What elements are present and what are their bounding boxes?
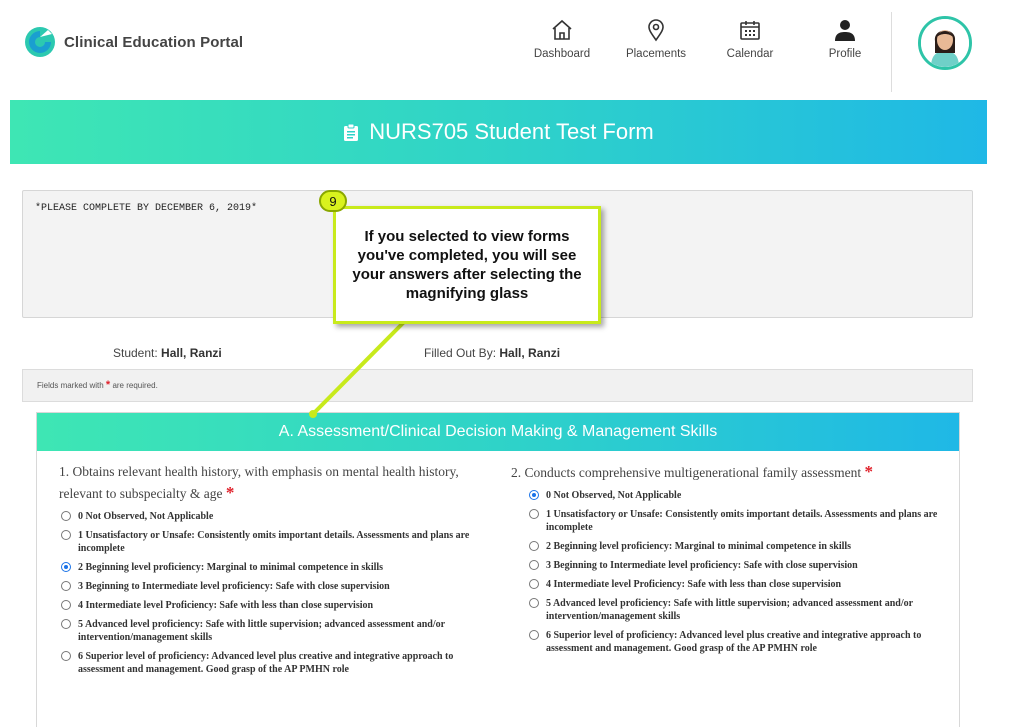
calendar-icon [738, 18, 762, 42]
radio-option[interactable] [529, 578, 951, 591]
radio-button[interactable] [61, 651, 71, 661]
radio-option[interactable] [529, 559, 951, 572]
radio-button[interactable] [529, 630, 539, 640]
tutorial-callout [333, 206, 601, 324]
filled-out-label: Filled Out By: [424, 346, 497, 360]
required-suffix: are required. [112, 381, 158, 390]
portal-logo-icon [24, 26, 56, 58]
filled-out-name: Hall, Ranzi [499, 346, 561, 360]
radio-option[interactable] [529, 508, 951, 534]
radio-label: 4 Intermediate level Proficiency: Safe with less than close supervision [546, 579, 842, 590]
radio-option[interactable] [529, 540, 951, 553]
nav-dashboard-label: Dashboard [533, 48, 591, 60]
radio-label: 0 Not Observed, Not Applicable [546, 490, 682, 501]
radio-label: 2 Beginning level proficiency: Marginal to minimal competence in skills [78, 562, 384, 573]
user-avatar[interactable] [918, 16, 972, 70]
radio-label: 2 Beginning level proficiency: Marginal to minimal competence in skills [546, 541, 852, 552]
instructions-text: *PLEASE COMPLETE BY DECEMBER 6, 2019* [35, 203, 258, 214]
nav-placements-label: Placements [625, 48, 687, 60]
radio-label: 4 Intermediate level Proficiency: Safe with less than close supervision [78, 600, 374, 611]
person-icon [833, 18, 857, 42]
radio-option[interactable] [529, 489, 951, 502]
nav-calendar[interactable] [705, 18, 795, 60]
radio-option[interactable] [61, 529, 499, 555]
radio-label: 1 Unsatisfactory or Unsafe: Consistently omits important details. Assessments and plans are incomplete [546, 509, 938, 533]
user-photo-icon [921, 19, 969, 67]
radio-option[interactable] [61, 561, 499, 574]
radio-button[interactable] [61, 600, 71, 610]
radio-button[interactable] [529, 579, 539, 589]
radio-label: 5 Advanced level proficiency: Safe with little supervision; advanced assessment and/or intervention/management skills [546, 598, 913, 622]
question-2 [511, 461, 951, 655]
required-asterisk: * [225, 483, 235, 502]
brand-name: Clinical Education Portal [64, 33, 244, 51]
page-title: NURS705 Student Test Form [369, 119, 654, 144]
radio-label: 1 Unsatisfactory or Unsafe: Consistently omits important details. Assessments and plans are incomplete [78, 530, 470, 554]
question-2-options [511, 489, 951, 655]
section-title: A. Assessment/Clinical Decision Making & Management Skills [37, 413, 959, 451]
radio-option[interactable] [61, 650, 499, 676]
nav-calendar-label: Calendar [726, 48, 774, 60]
nav-dashboard[interactable] [517, 18, 607, 60]
nav-profile[interactable] [800, 18, 890, 60]
nav-profile-label: Profile [828, 48, 862, 60]
radio-button-selected[interactable] [61, 562, 71, 572]
radio-label: 6 Superior level of proficiency: Advanced level plus creative and integrative approach to assessment and management. Good grasp of the AP PMHN role [78, 651, 454, 675]
required-fields-note [22, 369, 973, 402]
radio-button[interactable] [61, 581, 71, 591]
radio-button[interactable] [529, 560, 539, 570]
radio-option[interactable] [529, 597, 951, 623]
radio-label: 3 Beginning to Intermediate level proficiency: Safe with close supervision [546, 560, 858, 571]
form-title-banner [10, 100, 987, 164]
radio-option[interactable] [61, 580, 499, 593]
radio-option[interactable] [61, 510, 499, 523]
section-assessment [36, 412, 960, 727]
question-1-options [59, 510, 499, 676]
radio-label: 5 Advanced level proficiency: Safe with little supervision; advanced assessment and/or intervention/management skills [78, 619, 445, 643]
brand-logo-link[interactable] [24, 26, 243, 58]
question-1-text: 1. Obtains relevant health history, with emphasis on mental health history, relevant to subspecialty & age [59, 464, 459, 501]
nav-placements[interactable] [611, 18, 701, 60]
home-icon [550, 18, 574, 42]
radio-option[interactable] [61, 618, 499, 644]
callout-step-badge: 9 [319, 190, 347, 212]
question-1 [59, 461, 499, 676]
student-label: Student: [113, 346, 158, 360]
nav-divider [891, 12, 892, 92]
question-2-text: 2. Conducts comprehensive multigenerational family assessment [511, 465, 862, 480]
filled-out-info [424, 346, 560, 360]
callout-text: If you selected to view forms you've completed, you will see your answers after selecting the magnifying glass [352, 228, 582, 302]
radio-button[interactable] [61, 530, 71, 540]
map-pin-icon [644, 18, 668, 42]
student-name: Hall, Ranzi [161, 346, 222, 360]
top-header [0, 0, 1024, 96]
radio-button-selected[interactable] [529, 490, 539, 500]
radio-label: 0 Not Observed, Not Applicable [78, 511, 214, 522]
required-asterisk: * [864, 462, 874, 481]
radio-button[interactable] [61, 511, 71, 521]
question-2-title [511, 461, 951, 483]
required-prefix: Fields marked with [37, 381, 104, 390]
required-asterisk: * [105, 379, 111, 391]
radio-option[interactable] [529, 629, 951, 655]
radio-label: 6 Superior level of proficiency: Advanced level plus creative and integrative approach to assessment and management. Good grasp of the AP PMHN role [546, 630, 922, 654]
radio-button[interactable] [529, 598, 539, 608]
radio-button[interactable] [529, 509, 539, 519]
radio-button[interactable] [529, 541, 539, 551]
student-info [113, 346, 222, 360]
radio-option[interactable] [61, 599, 499, 612]
radio-button[interactable] [61, 619, 71, 629]
question-1-title [59, 461, 499, 504]
clipboard-icon [343, 123, 359, 141]
radio-label: 3 Beginning to Intermediate level proficiency: Safe with close supervision [78, 581, 390, 592]
